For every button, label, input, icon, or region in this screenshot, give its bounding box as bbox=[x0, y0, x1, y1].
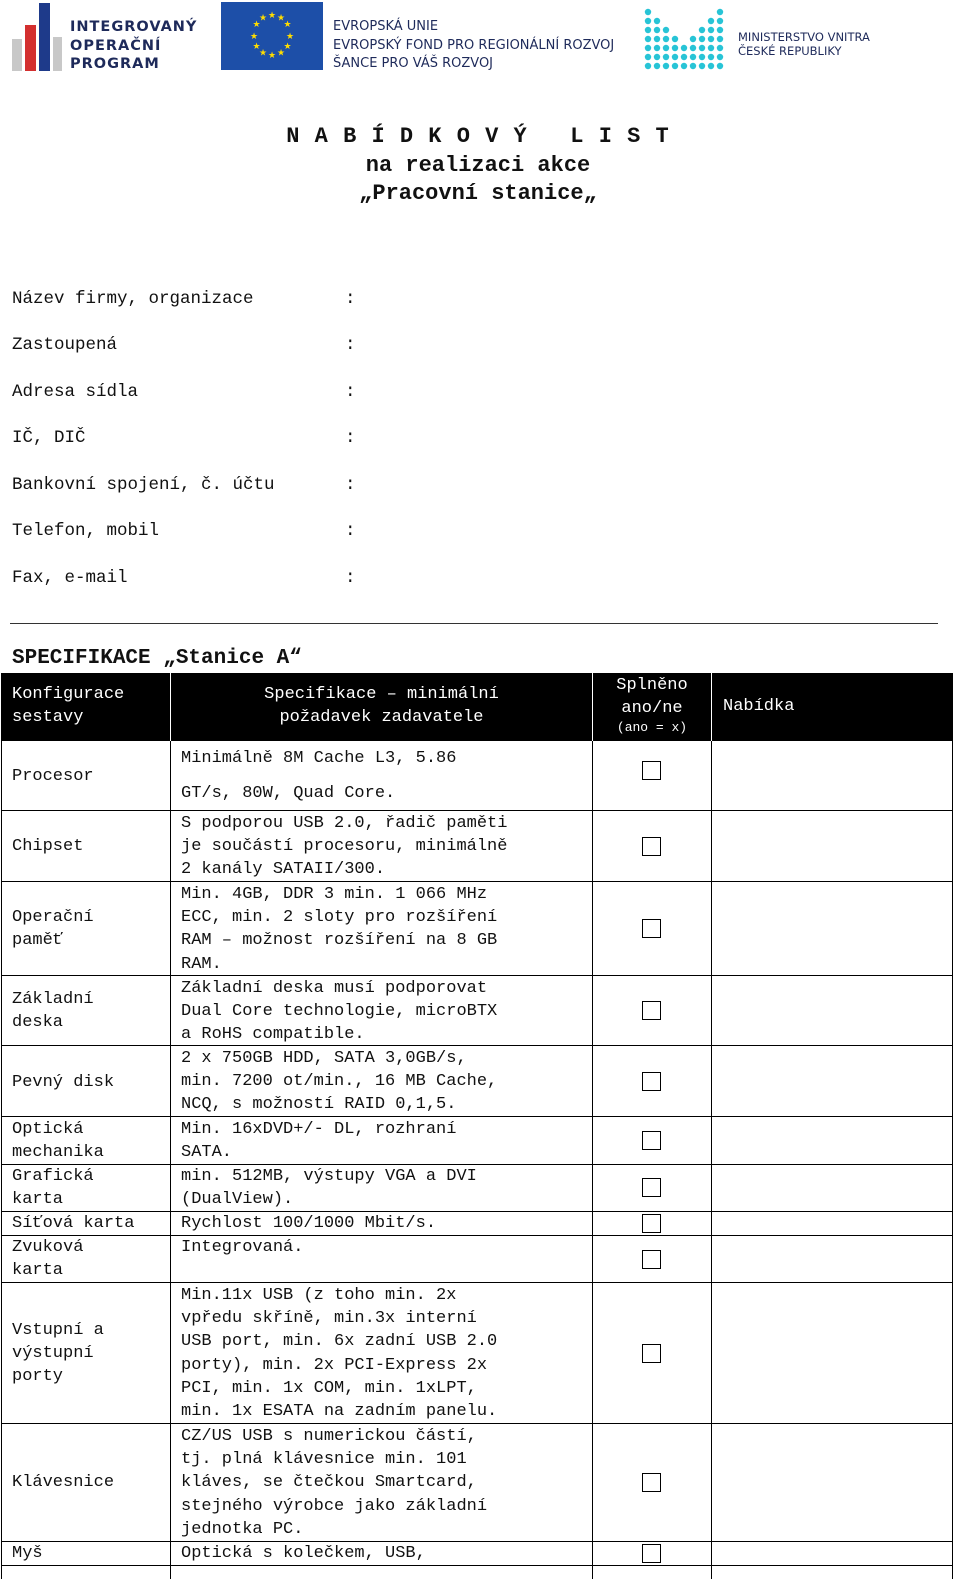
eu-logo-text: EVROPSKÁ UNIE EVROPSKÝ FOND PRO REGIONÁLNÍ ROZVOJ ŠANCE PRO VÁŠ ROZVOJ bbox=[333, 19, 615, 71]
row-name: Operační paměť bbox=[12, 908, 94, 951]
table-border bbox=[592, 741, 593, 1579]
ministry-logo-icon bbox=[643, 7, 727, 76]
field-separator: : bbox=[345, 289, 356, 309]
horizontal-divider bbox=[10, 623, 938, 624]
table-border bbox=[1, 673, 2, 1579]
svg-text:★: ★ bbox=[285, 32, 295, 42]
row-divider bbox=[1, 1565, 953, 1566]
header-divider bbox=[711, 673, 712, 741]
ministry-logo-text: MINISTERSTVO VNITRA ČESKÉ REPUBLIKY bbox=[738, 30, 870, 58]
fulfilled-checkbox[interactable] bbox=[642, 1473, 661, 1492]
field-represented-by: Zastoupená bbox=[12, 335, 118, 355]
eu-flag-icon bbox=[221, 2, 323, 70]
row-name: Zvuková karta bbox=[12, 1238, 84, 1281]
fulfilled-checkbox[interactable] bbox=[642, 837, 661, 856]
row-spec: S podporou USB 2.0, řadič paměti je součástí procesoru, minimálně 2 kanály SATAII/300. bbox=[181, 814, 508, 880]
svg-text:★: ★ bbox=[258, 48, 268, 59]
row-name: Grafická karta bbox=[12, 1167, 94, 1210]
row-name: Optická mechanika bbox=[12, 1120, 104, 1163]
row-divider bbox=[1, 1235, 953, 1236]
fulfilled-checkbox[interactable] bbox=[642, 1344, 661, 1363]
logo-header bbox=[0, 0, 960, 80]
table-border bbox=[711, 741, 712, 1579]
table-border bbox=[170, 741, 171, 1579]
row-divider bbox=[1, 1116, 953, 1117]
field-separator: : bbox=[345, 335, 356, 355]
svg-text:★: ★ bbox=[258, 13, 268, 24]
svg-text:★: ★ bbox=[252, 20, 261, 30]
row-spec: 2 x 750GB HDD, SATA 3,0GB/s, min. 7200 ot/min., 16 MB Cache, NCQ, s možností RAID 0,1,5. bbox=[181, 1049, 498, 1115]
row-divider bbox=[1, 1423, 953, 1424]
fulfilled-checkbox[interactable] bbox=[642, 919, 661, 938]
table-border bbox=[952, 673, 953, 1579]
row-divider bbox=[1, 975, 953, 976]
svg-text:★: ★ bbox=[252, 42, 261, 52]
row-spec: Rychlost 100/1000 Mbit/s. bbox=[181, 1214, 437, 1233]
row-divider bbox=[1, 1045, 953, 1046]
field-phone: Telefon, mobil bbox=[12, 521, 160, 541]
row-spec: Základní deska musí podporovat Dual Core technologie, microBTX a RoHS compatible. bbox=[181, 979, 498, 1045]
field-company-name: Název firmy, organizace bbox=[12, 289, 254, 309]
field-separator: : bbox=[345, 568, 356, 588]
row-name: Procesor bbox=[12, 767, 94, 786]
fulfilled-checkbox[interactable] bbox=[642, 1178, 661, 1197]
row-name: Pevný disk bbox=[12, 1073, 115, 1092]
row-name: Myš bbox=[12, 1544, 43, 1563]
fulfilled-checkbox[interactable] bbox=[642, 761, 661, 780]
field-separator: : bbox=[345, 521, 356, 541]
svg-text:★: ★ bbox=[267, 11, 277, 21]
row-divider bbox=[1, 810, 953, 811]
document-action-name: „Pracovní stanice„ bbox=[359, 181, 597, 206]
row-divider bbox=[1, 1541, 953, 1542]
row-name: Chipset bbox=[12, 837, 84, 856]
document-title: N A B Í D K O V Ý L I S T bbox=[286, 124, 670, 149]
fulfilled-checkbox[interactable] bbox=[642, 1072, 661, 1091]
svg-text:★: ★ bbox=[283, 20, 292, 30]
field-fax-email: Fax, e-mail bbox=[12, 568, 128, 588]
svg-text:★: ★ bbox=[276, 13, 286, 24]
iop-logo-text: INTEGROVANÝ OPERAČNÍ PROGRAM bbox=[70, 19, 198, 72]
row-spec: Integrovaná. bbox=[181, 1238, 304, 1257]
field-separator: : bbox=[345, 428, 356, 448]
spec-section-title: SPECIFIKACE „Stanice A“ bbox=[12, 647, 302, 670]
document-subtitle: na realizaci akce bbox=[365, 153, 591, 178]
row-divider bbox=[1, 1282, 953, 1283]
row-name: Základní deska bbox=[12, 990, 94, 1033]
header-spec: Specifikace – minimální požadavek zadavatele bbox=[264, 685, 499, 727]
field-bank-account: Bankovní spojení, č. účtu bbox=[12, 475, 275, 495]
header-config: Konfigurace sestavy bbox=[12, 685, 125, 727]
row-divider bbox=[1, 1211, 953, 1212]
field-address: Adresa sídla bbox=[12, 382, 139, 402]
row-divider bbox=[1, 1164, 953, 1165]
row-spec: Minimálně 8M Cache L3, 5.86 GT/s, 80W, Quad Core. bbox=[181, 749, 457, 803]
row-name: Klávesnice bbox=[12, 1473, 115, 1492]
row-name: Vstupní a výstupní porty bbox=[12, 1321, 104, 1387]
svg-text:★: ★ bbox=[249, 32, 259, 42]
svg-text:★: ★ bbox=[276, 48, 286, 59]
row-spec: min. 512MB, výstupy VGA a DVI (DualView). bbox=[181, 1167, 477, 1210]
fulfilled-checkbox[interactable] bbox=[642, 1001, 661, 1020]
row-spec: Min.11x USB (z toho min. 2x vpředu skříně, min.3x interní USB port, min. 6x zadní USB 2.0 porty), min. 2x PCI-Express 2x PCI, min. 1x COM, min. 1xLPT, min. 1x ESATA na zadním panelu. bbox=[181, 1286, 498, 1422]
row-divider bbox=[1, 881, 953, 882]
field-separator: : bbox=[345, 475, 356, 495]
svg-text:★: ★ bbox=[267, 51, 277, 61]
fulfilled-checkbox[interactable] bbox=[642, 1544, 661, 1563]
fulfilled-checkbox[interactable] bbox=[642, 1250, 661, 1269]
row-spec: Optická s kolečkem, USB, bbox=[181, 1544, 426, 1563]
row-spec: Min. 16xDVD+/- DL, rozhraní SATA. bbox=[181, 1120, 457, 1163]
table-header-row bbox=[1, 673, 953, 741]
header-offer: Nabídka bbox=[723, 697, 795, 716]
field-separator: : bbox=[345, 382, 356, 402]
fulfilled-checkbox[interactable] bbox=[642, 1214, 661, 1233]
field-ico-dic: IČ, DIČ bbox=[12, 428, 86, 448]
fulfilled-checkbox[interactable] bbox=[642, 1131, 661, 1150]
header-fulfilled: Splněno ano/ne (ano = x) bbox=[616, 676, 688, 735]
row-name: Síťová karta bbox=[12, 1214, 135, 1233]
row-spec: CZ/US USB s numerickou částí, tj. plná klávesnice min. 101 kláves, se čtečkou Smartcard, stejného výrobce jako základní jednotka PC. bbox=[181, 1427, 488, 1539]
svg-text:★: ★ bbox=[283, 42, 292, 52]
row-spec: Min. 4GB, DDR 3 min. 1 066 MHz ECC, min. 2 sloty pro rozšíření RAM – možnost rozšíření na 8 GB RAM. bbox=[181, 885, 498, 974]
